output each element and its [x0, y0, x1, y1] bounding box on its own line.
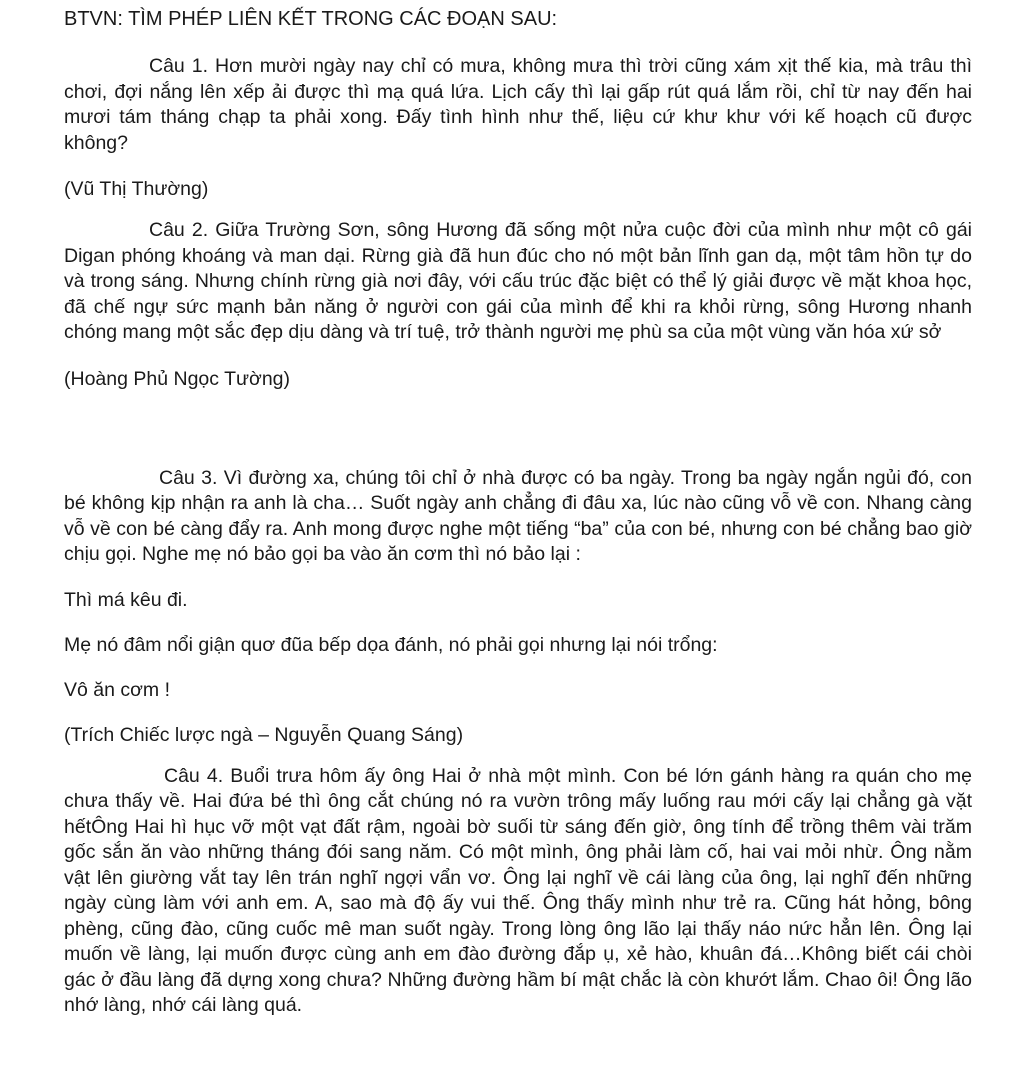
cau1-source: (Vũ Thị Thường): [64, 178, 209, 200]
assignment-heading: BTVN: TÌM PHÉP LIÊN KẾT TRONG CÁC ĐOẠN SAU:: [64, 8, 558, 30]
cau3-narration: Mẹ nó đâm nổi giận quơ đũa bếp dọa đánh, nó phải gọi nhưng lại nói trổng:: [64, 633, 718, 656]
cau2-paragraph: [64, 218, 972, 346]
cau2-source: (Hoàng Phủ Ngọc Tường): [64, 367, 291, 390]
cau3-text: Câu 3. Vì đường xa, chúng tôi chỉ ở nhà được có ba ngày. Trong ba ngày ngắn ngủi đó, con bé không kịp nhận ra anh là cha… Suốt ngày anh chẳng đi đâu xa, lúc nào cũng vỗ về con. Nhang càng vỗ về con bé càng đẩy ra. Anh mong được nghe một tiếng “ba” của con bé, nhưng con bé chẳng bao giờ chịu gọi. Nghe mẹ nó bảo gọi ba vào ăn cơm thì nó bảo lại :: [64, 466, 972, 565]
cau3-source: (Trích Chiếc lược ngà – Nguyễn Quang Sáng): [64, 723, 464, 746]
cau1-paragraph: [64, 54, 972, 156]
cau3-dialogue-1: Thì má kêu đi.: [64, 588, 188, 611]
cau1-text: Câu 1. Hơn mười ngày nay chỉ có mưa, không mưa thì trời cũng xám xịt thế kia, mà trâu thì chơi, đợi nắng lên xếp ải được thì mạ quá lứa. Lịch cấy thì lại gấp rút quá lắm rồi, chỉ từ nay đến hai mươi tám tháng chạp ta phải xong. Đấy tình hình như thế, liệu cứ khư khư với kế hoạch cũ được không?: [64, 55, 972, 154]
cau4-paragraph: [64, 764, 972, 1019]
cau3-paragraph: [64, 466, 972, 568]
spacer: [64, 408, 972, 466]
cau4-text: Câu 4. Buổi trưa hôm ấy ông Hai ở nhà một mình. Con bé lớn gánh hàng ra quán cho mẹ chưa thấy về. Hai đứa bé thì ông cắt chúng nó ra vườn trông mấy luống rau mới cấy lại chẳng gà vặt hếtÔng Hai hì hục vỡ một vạt đất rậm, ngoài bờ suối từ sáng đến giờ, ông tính để trồng thêm vài trăm gốc sắn ăn vào những tháng đói sang năm. Có một mình, ông phải làm cố, hai vai mỏi nhừ. Ông nằm vật lên giường vắt tay lên trán nghĩ ngợi vẩn vơ. Ông lại nghĩ về cái làng của ông, lại nghĩ đến những ngày cùng làm với anh em. A, sao mà độ ấy vui thế. Ông thấy mình như trẻ ra. Cũng hát hỏng, bông phèng, cũng đào, cũng cuốc mê man suốt ngày. Trong lòng ông lão lại thấy náo nức hẳn lên. Ông lại muốn về làng, lại muốn được cùng anh em đào đường đắp ụ, xẻ hào, khuân đá…Không biết cái chòi gác ở đầu làng đã dựng xong chưa? Những đường hầm bí mật chắc là còn khướt lắm. Chao ôi! Ông lão nhớ làng, nhớ cái làng quá.: [64, 764, 972, 1016]
cau3-dialogue-2: Vô ăn cơm !: [64, 678, 170, 701]
cau2-text: Câu 2. Giữa Trường Sơn, sông Hương đã sống một nửa cuộc đời của mình như một cô gái Digan phóng khoáng và man dại. Rừng già đã hun đúc cho nó một bản lĩnh gan dạ, một tâm hồn tự do và trong sáng. Nhưng chính rừng già nơi đây, với cấu trúc đặc biệt có thể lý giải được về mặt khoa học, đã chế ngự sức mạnh bản năng ở người con gái của mình để khi ra khỏi rừng, sông Hương nhanh chóng mang một sắc đẹp dịu dàng và trí tuệ, trở thành người mẹ phù sa của một vùng văn hóa xứ sở: [64, 219, 972, 343]
